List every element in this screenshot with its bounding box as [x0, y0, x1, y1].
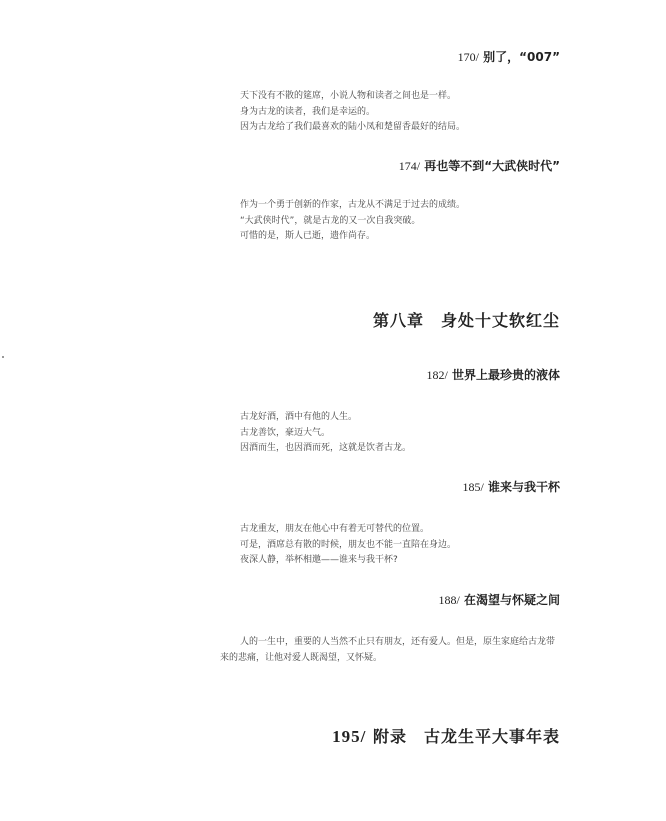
chapter-heading: 第八章 身处十丈软红尘	[372, 311, 560, 330]
summary-line: 可是，酒席总有散的时候，朋友也不能一直陪在身边。	[240, 539, 457, 550]
appendix-page-number: 195/	[332, 727, 367, 746]
summary-line: 夜深人静，举杯相邀——谁来与我干杯?	[240, 555, 398, 566]
section-summary-170	[240, 89, 570, 136]
summary-line: 古龙善饮，豪迈大气。	[240, 427, 331, 438]
section-heading-174	[399, 157, 560, 174]
section-title: 再也等不到“大武侠时代”	[424, 159, 560, 173]
section-page-number: 188/	[438, 593, 460, 607]
page-edge-mark	[2, 356, 4, 358]
summary-line: 可惜的是，斯人已逝，遗作尚存。	[240, 231, 376, 242]
summary-line: “大武侠时代”，就是古龙的又一次自我突破。	[240, 215, 421, 226]
summary-line: 身为古龙的读者，我们是幸运的。	[240, 106, 376, 117]
section-page-number: 170/	[457, 50, 479, 64]
section-title: 世界上最珍贵的液体	[451, 368, 560, 382]
section-heading-182	[426, 366, 560, 383]
section-page-number: 174/	[398, 159, 421, 173]
section-title: 在渴望与怀疑之间	[463, 593, 560, 607]
section-title: 谁来与我干杯	[487, 480, 560, 494]
section-page-number: 182/	[426, 368, 448, 382]
summary-line: 天下没有不散的筵席，小说人物和读者之间也是一样。	[240, 91, 457, 101]
summary-line: 因酒而生，也因酒而死，这就是饮者古龙。	[240, 443, 412, 454]
summary-line: 古龙重友，朋友在他心中有着无可替代的位置。	[240, 524, 430, 534]
section-title: 别了，“007”	[483, 50, 560, 64]
section-heading-185	[462, 478, 560, 495]
section-summary-174	[240, 198, 570, 245]
section-summary-185	[240, 522, 570, 569]
summary-line: 因为古龙给了我们最喜欢的陆小凤和楚留香最好的结局。	[240, 122, 466, 133]
section-heading-170	[458, 48, 560, 65]
section-heading-188	[438, 591, 560, 608]
section-page-number: 185/	[462, 480, 484, 494]
appendix-title: 附录 古龙生平大事年表	[372, 727, 560, 746]
summary-line: 作为一个勇于创新的作家，古龙从不满足于过去的成绩。	[240, 200, 466, 210]
appendix-heading	[332, 724, 560, 747]
section-summary-182	[240, 410, 570, 457]
section-summary-188: 人的一生中，重要的人当然不止只有朋友，还有爱人。但是，原生家庭给古龙带来的悲痛，让他对爱人既渴望，又怀疑。	[220, 637, 556, 663]
summary-line: 古龙好酒，酒中有他的人生。	[240, 412, 358, 422]
